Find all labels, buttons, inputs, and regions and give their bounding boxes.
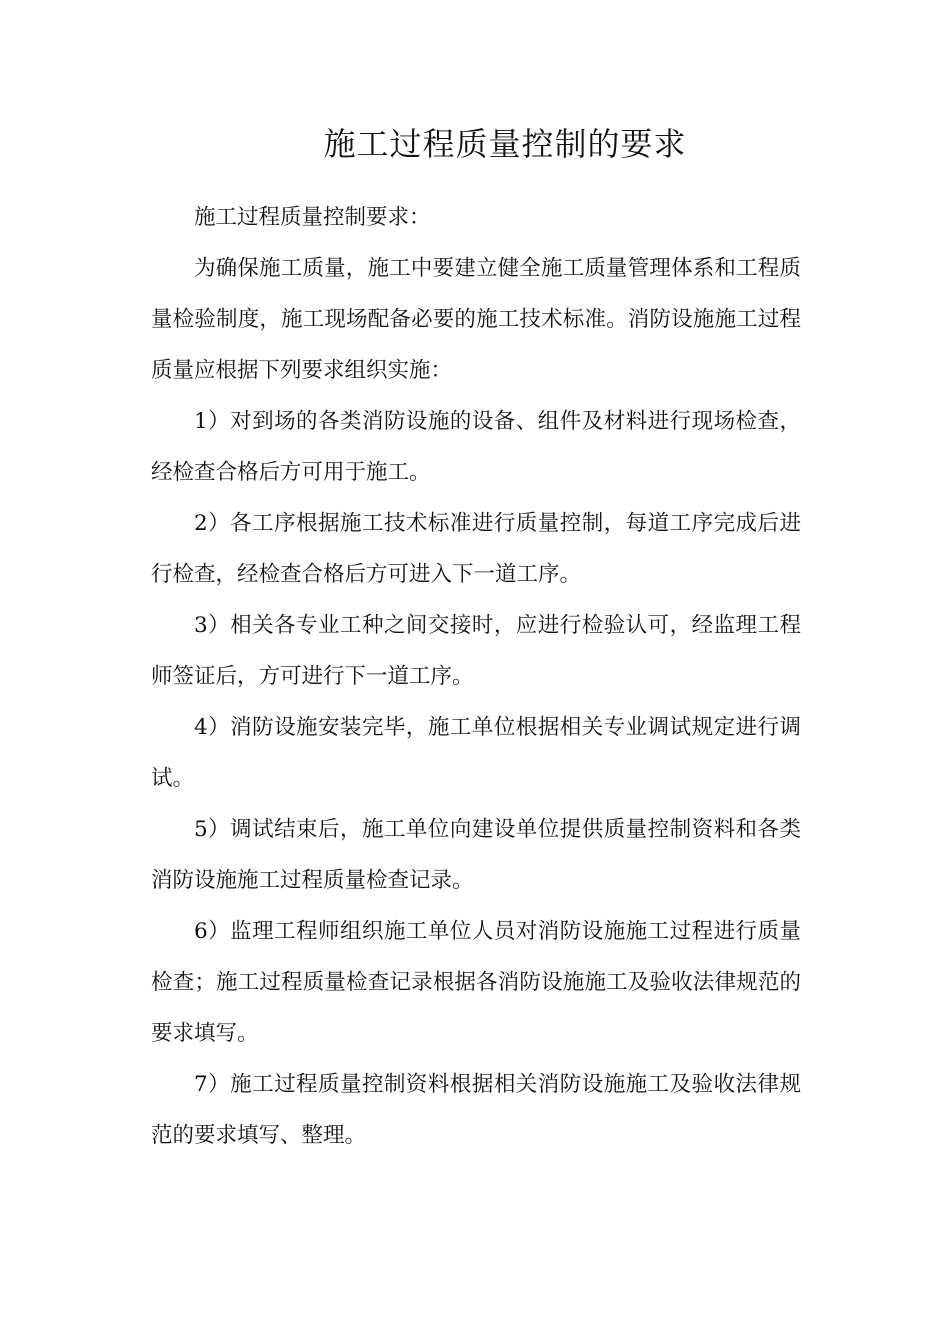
document-body: [151, 192, 801, 1161]
paragraph-item-6: 6）监理工程师组织施工单位人员对消防设施施工过程进行质量检查；施工过程质量检查记录根据各消防设施施工及验收法律规范的要求填写。: [151, 919, 801, 1046]
paragraph-item-5: 5）调试结束后，施工单位向建设单位提供质量控制资料和各类消防设施施工过程质量检查记录。: [151, 817, 801, 893]
paragraph-item-7: 7）施工过程质量控制资料根据相关消防设施施工及验收法律规范的要求填写、整理。: [151, 1072, 801, 1148]
paragraph-item-3: 3）相关各专业工种之间交接时，应进行检验认可，经监理工程师签证后，方可进行下一道工序。: [151, 613, 801, 689]
paragraph-intro: 施工过程质量控制要求：: [194, 205, 431, 230]
document-title: 施工过程质量控制的要求: [323, 125, 687, 163]
paragraph-item-2: 2）各工序根据施工技术标准进行质量控制，每道工序完成后进行检查，经检查合格后方可进入下一道工序。: [151, 511, 801, 587]
paragraph-overview: 为确保施工质量，施工中要建立健全施工质量管理体系和工程质量检验制度，施工现场配备必要的施工技术标准。消防设施施工过程质量应根据下列要求组织实施：: [151, 256, 801, 383]
paragraph-item-4: 4）消防设施安装完毕，施工单位根据相关专业调试规定进行调试。: [151, 715, 801, 791]
paragraph-item-1: 1）对到场的各类消防设施的设备、组件及材料进行现场检查，经检查合格后方可用于施工。: [151, 409, 801, 485]
